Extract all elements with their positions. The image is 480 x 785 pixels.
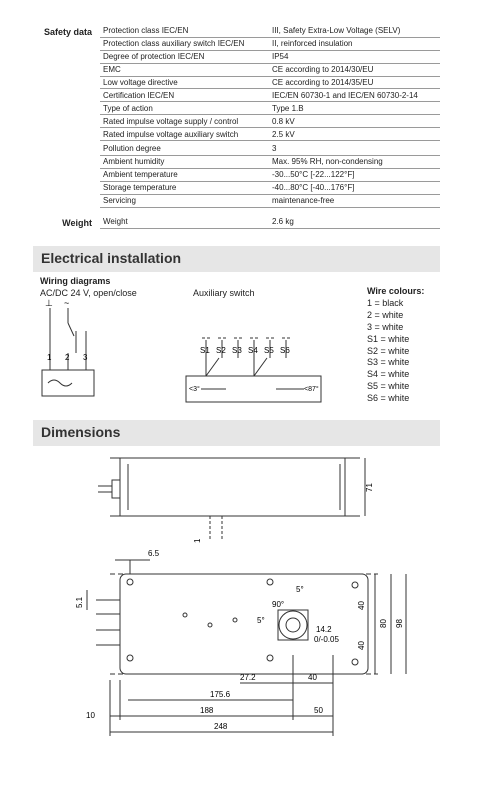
dim-label: 6.5: [148, 549, 160, 558]
table-row: [100, 181, 440, 194]
list-item: S4 = white: [367, 369, 410, 380]
table-row: [100, 63, 440, 76]
list-item: S5 = white: [367, 381, 410, 392]
dim-label: 27.2: [240, 673, 256, 682]
spec-value: Max. 95% RH, non-condensing: [269, 156, 440, 169]
dimensions-drawing: [0, 450, 480, 785]
switch-label: S1: [200, 346, 210, 355]
spec-value: II, reinforced insulation: [269, 37, 440, 50]
dim-label: 175.6: [210, 690, 231, 699]
spec-value: 0.8 kV: [269, 115, 440, 128]
table-row: [100, 89, 440, 102]
terminal-label: 2: [65, 353, 70, 362]
wire-colours-title: Wire colours:: [367, 286, 425, 296]
plus-symbol: ~: [64, 298, 70, 308]
spec-value: CE according to 2014/35/EU: [269, 76, 440, 89]
list-item: 2 = white: [367, 309, 404, 320]
list-item: S6 = white: [367, 393, 410, 404]
dim-label: 5°: [257, 616, 265, 625]
dim-label: 5.1: [75, 596, 84, 608]
supply-caption: AC/DC 24 V, open/close: [40, 288, 137, 298]
table-row: [100, 115, 440, 128]
electrical-installation-header: [33, 246, 440, 272]
table-row: [100, 50, 440, 63]
minus-symbol: ⊥: [45, 298, 53, 308]
spec-value: CE according to 2014/30/EU: [269, 63, 440, 76]
spec-name: Rated impulse voltage auxiliary switch: [100, 128, 269, 141]
list-item: 3 = white: [367, 321, 404, 332]
switch-label: S4: [248, 346, 258, 355]
spec-value: III, Safety Extra-Low Voltage (SELV): [269, 25, 440, 37]
spec-name: Ambient humidity: [100, 156, 269, 169]
spec-name: Ambient temperature: [100, 168, 269, 181]
dim-label: 0/-0.05: [314, 635, 339, 644]
dim-label: 40: [357, 601, 366, 610]
dim-label: 14.2: [316, 625, 332, 634]
dim-label: 90°: [272, 600, 285, 609]
terminal-label: 3: [83, 353, 88, 362]
spec-name: Storage temperature: [100, 181, 269, 194]
side-view-body: [120, 458, 345, 516]
spec-name: Degree of protection IEC/EN: [100, 50, 269, 63]
table-row: [100, 37, 440, 50]
spec-name: EMC: [100, 63, 269, 76]
table-row: [100, 168, 440, 181]
dim-label: 40: [308, 673, 317, 682]
spec-value: 2.5 kV: [269, 128, 440, 141]
spec-name: Protection class auxiliary switch IEC/EN: [100, 37, 269, 50]
section-heading: Electrical installation: [41, 250, 182, 266]
list-item: S2 = white: [367, 345, 410, 356]
weight-table: [100, 214, 440, 229]
table-row: [100, 76, 440, 89]
list-item: S3 = white: [367, 357, 410, 368]
terminal-label: 1: [47, 353, 52, 362]
spec-name: Low voltage directive: [100, 76, 269, 89]
table-row: [100, 214, 440, 229]
dim-label: 71: [365, 483, 374, 492]
table-row: [100, 156, 440, 169]
aux-switch-caption: Auxiliary switch: [193, 288, 255, 298]
supply-wiring-diagram: [42, 308, 94, 396]
angle-right-label: <87°: [304, 386, 319, 393]
spec-value: maintenance-free: [269, 194, 440, 207]
spec-name: Certification IEC/EN: [100, 89, 269, 102]
dim-label: 5°: [296, 585, 304, 594]
spec-value: 2.6 kg: [269, 214, 440, 229]
wiring-diagrams-title: Wiring diagrams: [40, 276, 111, 286]
table-row: [100, 194, 440, 207]
safety-data-label: Safety data: [43, 27, 92, 37]
dim-label: 188: [200, 706, 214, 715]
spec-name: Rated impulse voltage supply / control: [100, 115, 269, 128]
spec-name: Pollution degree: [100, 141, 269, 156]
list-item: 1 = black: [367, 297, 404, 308]
spec-name: Servicing: [100, 194, 269, 207]
dim-label: 80: [379, 619, 388, 628]
table-row: [100, 141, 440, 156]
switch-label: S5: [264, 346, 274, 355]
spec-name: Protection class IEC/EN: [100, 25, 269, 37]
table-row: [100, 102, 440, 115]
spec-value: IEC/EN 60730-1 and IEC/EN 60730-2-14: [269, 89, 440, 102]
dim-label: 248: [214, 722, 228, 731]
spec-value: -40...80°C [-40...176°F]: [269, 181, 440, 194]
switch-label: S3: [232, 346, 242, 355]
spec-value: IP54: [269, 50, 440, 63]
switch-label: S6: [280, 346, 290, 355]
spec-value: -30...50°C [-22...122°F]: [269, 168, 440, 181]
spec-name: Weight: [100, 214, 269, 229]
dim-label: 40: [357, 641, 366, 650]
switch-label: S2: [216, 346, 226, 355]
dim-label: 98: [395, 619, 404, 628]
safety-data-table: [100, 25, 440, 208]
spec-name: Type of action: [100, 102, 269, 115]
dim-label: 10: [86, 711, 95, 720]
dim-label: 50: [314, 706, 323, 715]
weight-label: Weight: [62, 218, 92, 228]
dim-label: 1: [193, 538, 202, 543]
section-heading: Dimensions: [41, 424, 121, 440]
angle-left-label: <3°: [189, 386, 200, 393]
wire-colours-list: [367, 286, 424, 405]
dimensions-header: [33, 420, 440, 446]
top-view-body: [120, 574, 368, 674]
list-item: S1 = white: [367, 333, 410, 344]
spec-value: Type 1.B: [269, 102, 440, 115]
wiring-diagram: [36, 298, 366, 408]
spec-value: 3: [269, 141, 440, 156]
table-row: [100, 128, 440, 141]
table-row: [100, 25, 440, 37]
